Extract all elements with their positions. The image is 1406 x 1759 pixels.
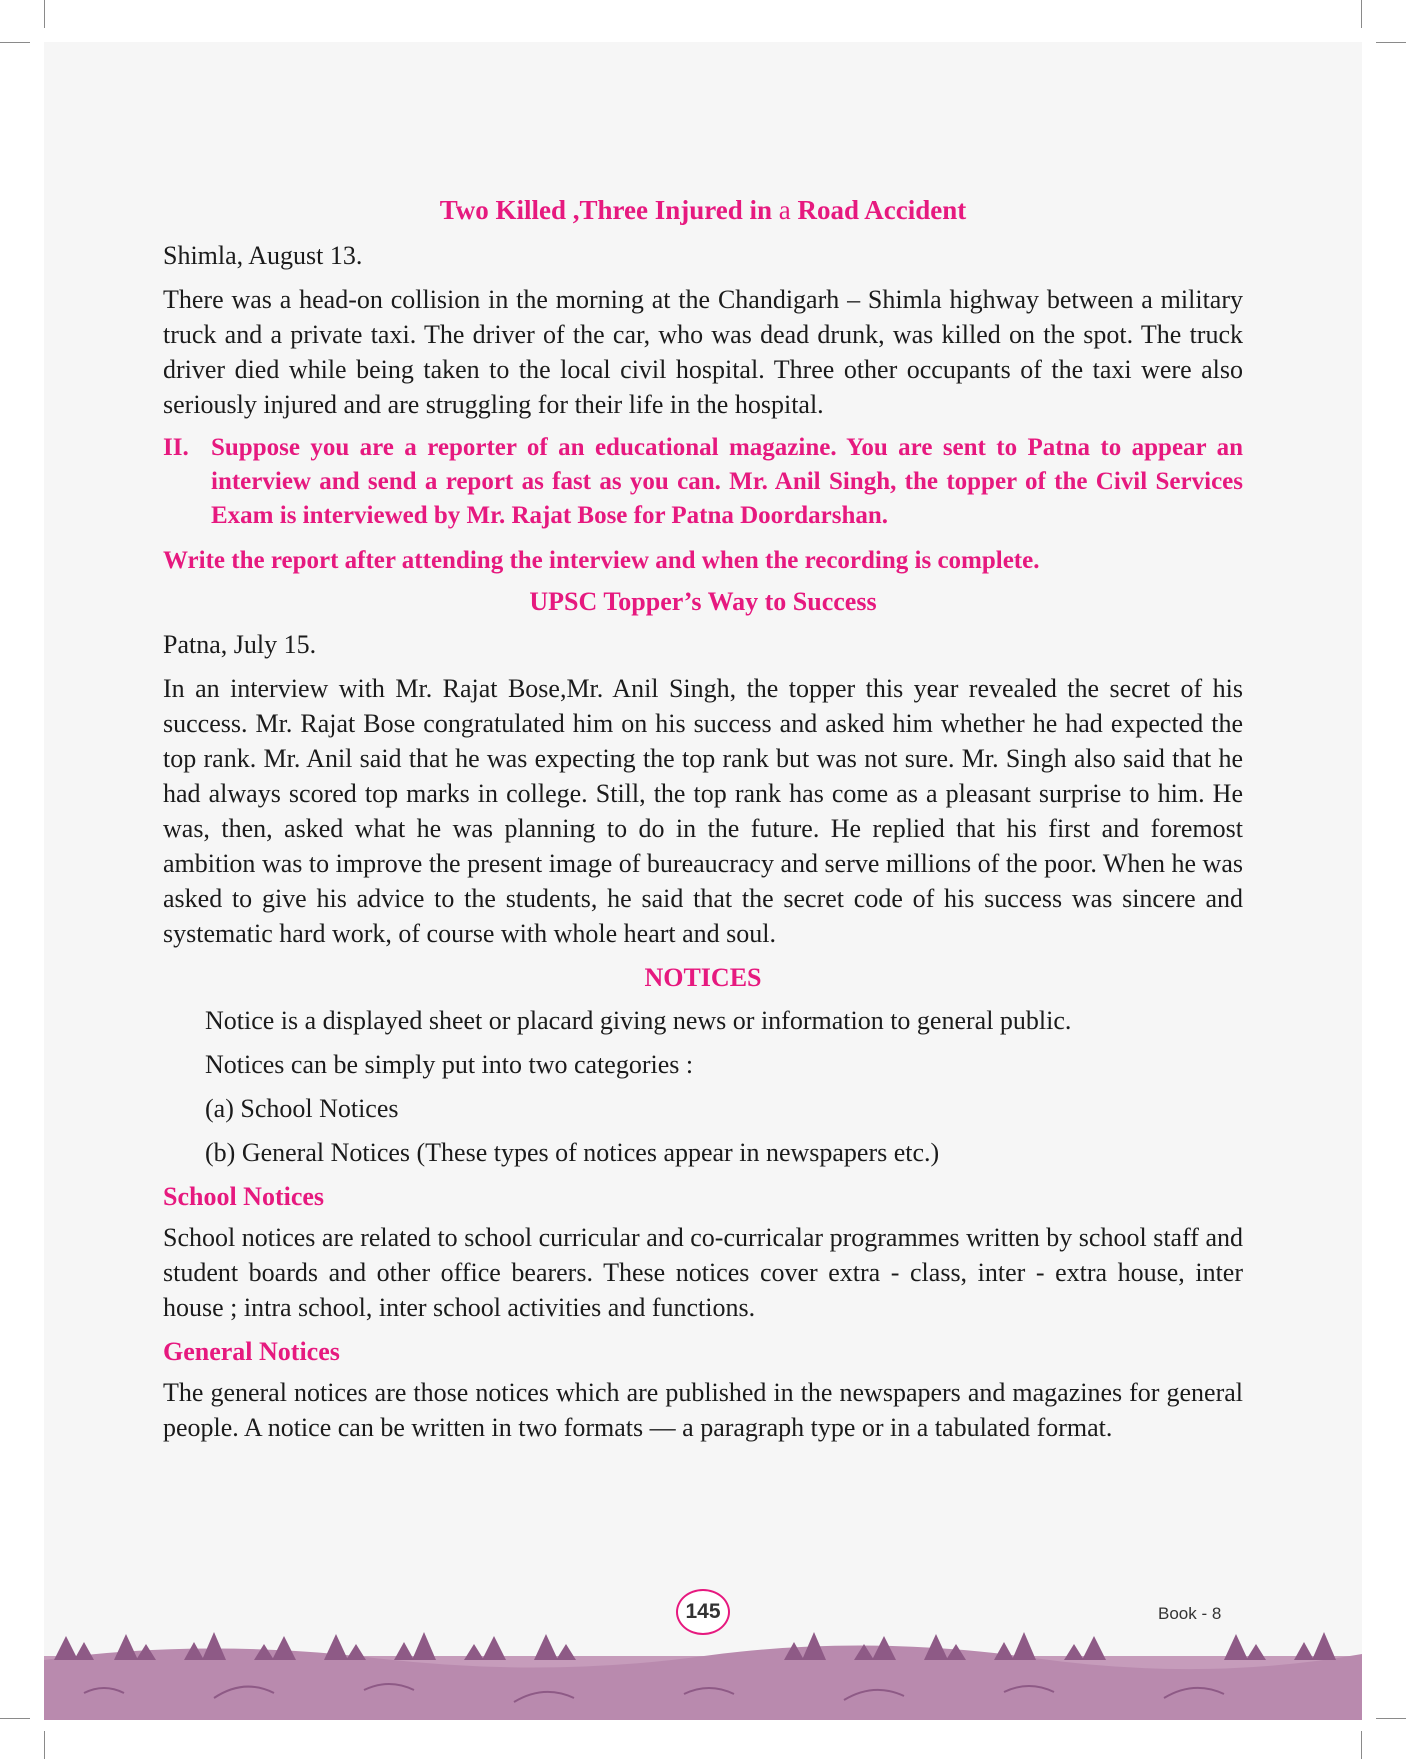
- notices-category-b: (b) General Notices (These types of notices appear in newspapers etc.): [205, 1138, 940, 1167]
- notices-categories-intro: Notices can be simply put into two categories :: [205, 1050, 694, 1079]
- question-block: [163, 431, 1243, 533]
- crop-mark: [1361, 0, 1362, 28]
- accident-dateline: Shimla, August 13.: [163, 241, 363, 270]
- question-text: Suppose you are a reporter of an educational magazine. You are sent to Patna to appear an interview and send a report as fast as you can. Mr. Anil Singh, the topper of the Civil Services Exam is interviewed by Mr. Rajat Bose for Patna Doordarshan.: [211, 434, 1243, 529]
- crop-mark: [44, 0, 45, 28]
- general-notices-body: The general notices are those notices which are published in the newspapers and magazines for general people. A notice can be written in two formats — a paragraph type or in a tabulated format.: [163, 1378, 1243, 1442]
- notices-heading: NOTICES: [644, 963, 762, 992]
- question-instruction: Write the report after attending the interview and when the recording is complete.: [163, 547, 1040, 574]
- general-notices-heading: General Notices: [163, 1337, 340, 1366]
- book-label: Book - 8: [1158, 1604, 1222, 1623]
- accident-body: There was a head-on collision in the morning at the Chandigarh – Shimla highway between a military truck and a private taxi. The driver of the car, who was dead drunk, was killed on the spot. The truck driver died while being taken to the local civil hospital. Three other occupants of the taxi were also seriously injured and are struggling for their life in the hospital.: [163, 285, 1243, 419]
- upsc-dateline: Patna, July 15.: [163, 630, 317, 659]
- notices-category-a: (a) School Notices: [205, 1094, 399, 1123]
- accident-headline: Two Killed ,Three Injured in a Road Accident: [439, 195, 967, 225]
- school-notices-heading: School Notices: [163, 1182, 325, 1211]
- page-content: [163, 193, 1243, 1454]
- crop-mark: [44, 1731, 45, 1759]
- notices-definition: Notice is a displayed sheet or placard giving news or information to general public.: [205, 1006, 1072, 1035]
- question-number: II.: [163, 434, 189, 461]
- upsc-headline: UPSC Topper’s Way to Success: [529, 587, 877, 616]
- upsc-body: In an interview with Mr. Rajat Bose,Mr. Anil Singh, the topper this year revealed the secret of his success. Mr. Rajat Bose congratulated him on his success and asked him whether he had expected the top rank. Mr. Anil said that he was expecting the top rank but was not sure. Mr. Singh also said that he had always scored top marks in college. Still, the top rank has come as a pleasant surprise to him. He was, then, asked what he was planning to do in the future. He replied that his first and foremost ambition was to improve the present image of bureaucracy and serve millions of the poor. When he was asked to give his advice to the students, he said that the secret code of his success was sincere and systematic hard work, of course with whole heart and soul.: [163, 674, 1243, 948]
- crop-mark: [1376, 42, 1406, 43]
- crop-mark: [0, 42, 30, 43]
- page-number-badge: 145: [676, 1589, 730, 1635]
- school-notices-body: School notices are related to school curricular and co-curricalar programmes written by school staff and student boards and other office bearers. These notices cover extra - class, inter - extra house, inter house ; intra school, inter school activities and functions.: [163, 1223, 1243, 1322]
- crop-mark: [0, 1718, 30, 1719]
- crop-mark: [1361, 1731, 1362, 1759]
- crop-mark: [1376, 1718, 1406, 1719]
